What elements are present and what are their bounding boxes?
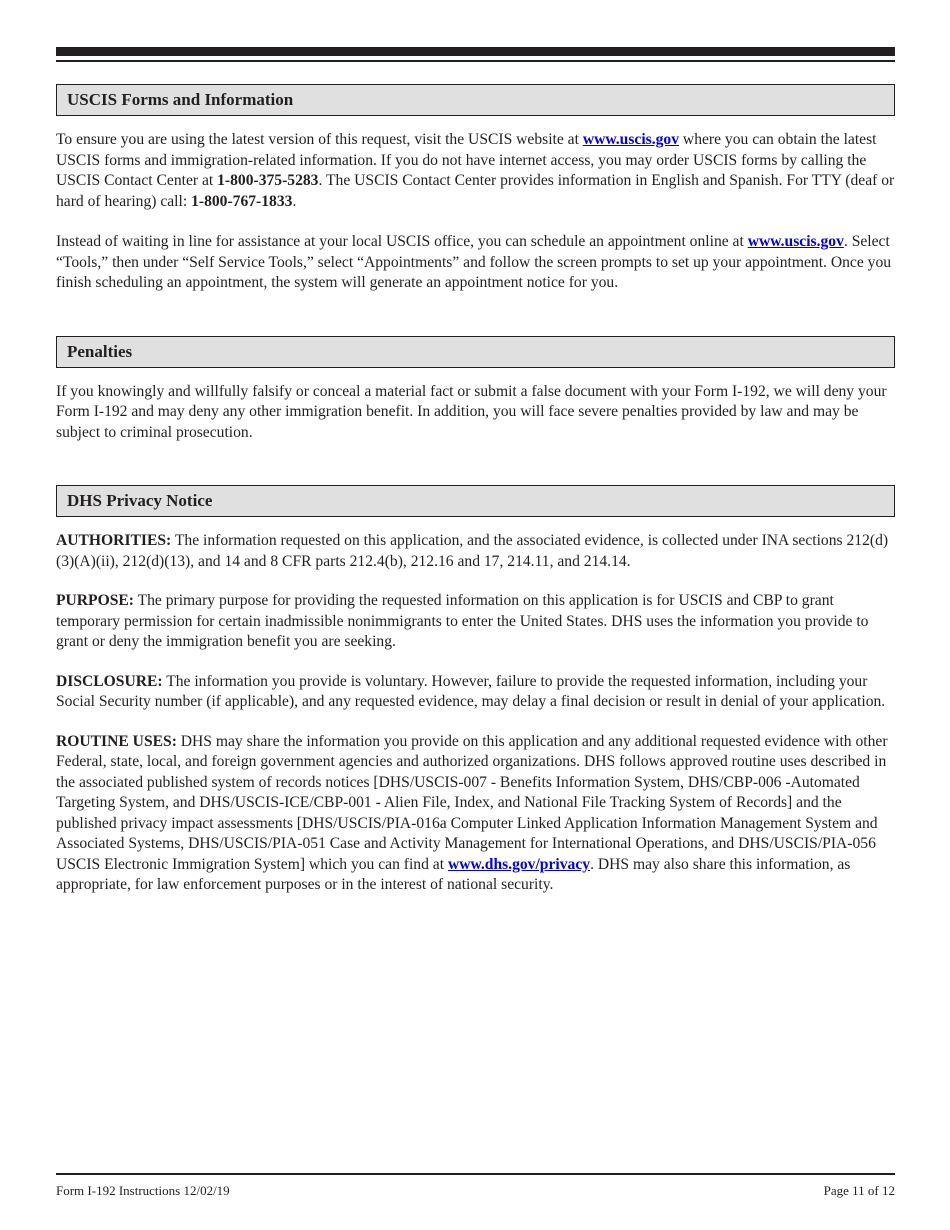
- section-header-forms: [56, 84, 895, 116]
- disclosure-paragraph: [56, 672, 895, 713]
- top-rule-thin: [56, 60, 895, 62]
- text-span: The information requested on this application, and the associated evidence, is collected under INA sections 212(d)(3)(A)(ii), 212(d)(13), and 14 and 8 CFR parts 212.4(b), 212.16 and 17, 214.11, and 214.14.: [56, 532, 889, 570]
- penalties-paragraph: If you knowingly and willfully falsify or conceal a material fact or submit a false document with your Form I-192, we will deny your Form I-192 and may deny any other immigration benefit. In addition, you will face severe penalties provided by law and may be subject to criminal prosecution.: [56, 382, 887, 441]
- tty-phone: 1-800-767-1833: [191, 192, 293, 210]
- text-span: DHS may share the information you provide on this application and any additional requested evidence with other Federal, state, local, and foreign government agencies and authorized organizations. DHS follows approved routine uses described in the associated published system of records notices [DHS/USCIS-007 - Benefits Information System, DHS/CBP-006 -Automated Targeting System, and DHS/USCIS-ICE/CBP-001 - Alien File, Index, and National File Tracking System of Records] and the published privacy impact assessments [DHS/USCIS/PIA-016a Computer Linked Application Information Management System and Associated Systems, DHS/USCIS/PIA-051 Case and Activity Management for International Operations, and DHS/USCIS/PIA-056 USCIS Electronic Immigration System] which you can find at: [56, 732, 888, 873]
- authorities-paragraph: [56, 531, 895, 572]
- page-content: [56, 84, 895, 896]
- dhs-privacy-link[interactable]: www.dhs.gov/privacy: [447, 855, 591, 873]
- text-span: The information you provide is voluntary. However, failure to provide the requested information, including your Social Security number (if applicable), and any requested evidence, may delay a final decision or result in denial of your application.: [56, 672, 886, 710]
- footer-rule: [56, 1173, 895, 1175]
- contact-center-phone: 1-800-375-5283: [217, 172, 319, 189]
- section-title-privacy: DHS Privacy Notice: [67, 491, 213, 510]
- purpose-paragraph: [56, 591, 895, 653]
- text-span: Instead of waiting in line for assistance at your local USCIS office, you can schedule an appointment online at: [56, 233, 748, 250]
- routine-uses-paragraph: [56, 732, 895, 896]
- routine-uses-label: ROUTINE USES:: [56, 732, 177, 750]
- footer-form-info: Form I-192 Instructions 12/02/19: [56, 1183, 230, 1198]
- text-span: To ensure you are using the latest version of this request, visit the USCIS website at: [56, 131, 583, 148]
- text-span: . The USCIS Contact Center provides information in English and Spanish. For TTY (deaf or hard of hearing) call:: [56, 172, 895, 210]
- text-span: .: [292, 192, 297, 210]
- authorities-label: AUTHORITIES:: [56, 532, 172, 549]
- top-rule-thick: [56, 47, 895, 56]
- uscis-website-link[interactable]: www.uscis.gov: [582, 131, 680, 148]
- forms-paragraph-2: [56, 232, 895, 294]
- uscis-appointment-link[interactable]: www.uscis.gov: [747, 233, 844, 250]
- disclosure-label: DISCLOSURE:: [56, 672, 163, 690]
- text-span: . DHS may also share this information, as appropriate, for law enforcement purposes or in the interest of national security.: [56, 855, 851, 893]
- section-header-privacy: [56, 485, 895, 517]
- purpose-label: PURPOSE:: [56, 592, 134, 609]
- text-span: where you can obtain the latest USCIS forms and immigration-related information. If you do not have internet access, you may order USCIS forms by calling the USCIS Contact Center at: [56, 131, 877, 189]
- section-title-penalties: Penalties: [67, 341, 133, 361]
- forms-paragraph-1: [56, 130, 895, 212]
- section-title-forms: USCIS Forms and Information: [67, 90, 294, 109]
- section-header-penalties: [56, 336, 895, 368]
- text-span: . Select “Tools,” then under “Self Service Tools,” select “Appointments” and follow the screen prompts to set up your appointment. Once you finish scheduling an appointment, the system will generate an appointment notice for you.: [56, 233, 892, 291]
- document-page: [56, 0, 895, 1230]
- text-span: The primary purpose for providing the requested information on this application is for USCIS and CBP to grant temporary permission for certain inadmissible nonimmigrants to enter the United States. DHS uses the information you provide to grant or deny the immigration benefit you are seeking.: [56, 592, 869, 650]
- footer-page-number: Page 11 of 12: [823, 1183, 895, 1198]
